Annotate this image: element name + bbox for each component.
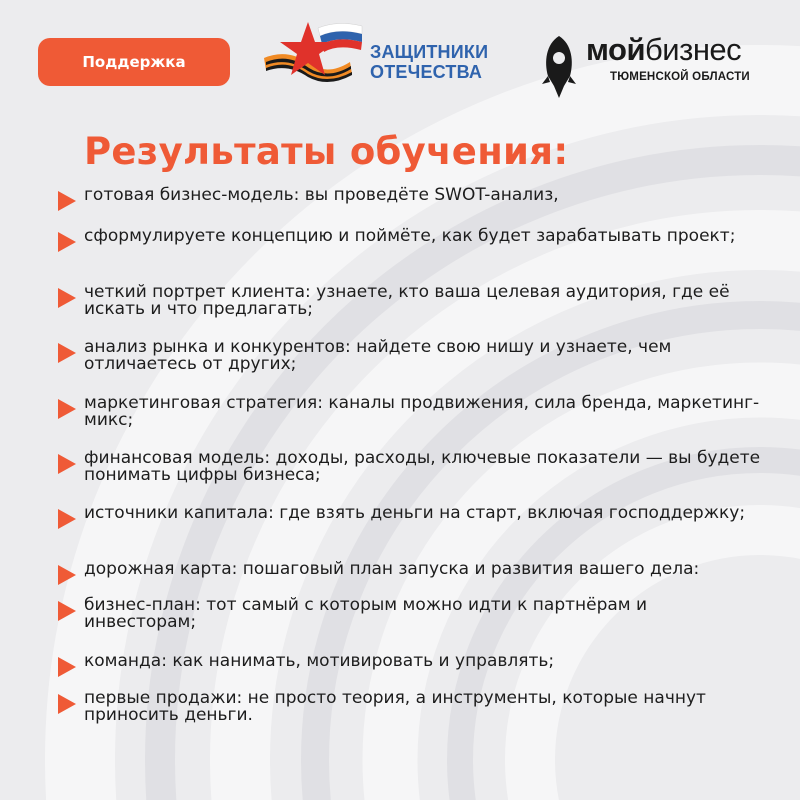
arrow-right-icon <box>58 454 76 474</box>
arrow-right-icon <box>58 343 76 363</box>
list-item-text: первые продажи: не просто теория, а инструменты, которые начнут приносить деньги. <box>84 688 706 725</box>
defenders-line-1: ЗАЩИТНИКИ <box>370 42 489 62</box>
arrow-right-icon <box>58 509 76 529</box>
list-item-text: команда: как нанимать, мотивировать и управлять; <box>84 651 555 671</box>
list-item-text: сформулируете концепцию и поймёте, как будет зарабатывать проект; <box>84 226 736 246</box>
mybusiness-subtitle: ТЮМЕНСКОЙ ОБЛАСТИ <box>610 71 750 83</box>
arrow-right-icon <box>58 657 76 677</box>
arrow-right-icon <box>58 399 76 419</box>
mybusiness-name-regular: бизнес <box>645 32 742 67</box>
list-item-text: финансовая модель: доходы, расходы, ключевые показатели — вы будете понимать цифры бизнеса; <box>84 448 761 485</box>
list-item-text: дорожная карта: пошаговый план запуска и развития вашего дела: <box>84 559 700 579</box>
arrow-right-icon <box>58 191 76 211</box>
arrow-right-icon <box>58 288 76 308</box>
arrow-right-icon <box>58 601 76 621</box>
arrow-right-icon <box>58 232 76 252</box>
list-item-text: четкий портрет клиента: узнаете, кто ваша целевая аудитория, где её искать и что предлагать; <box>84 282 730 319</box>
page-title: Результаты обучения: <box>84 130 569 173</box>
list-item-text: источники капитала: где взять деньги на старт, включая господдержку; <box>84 503 746 523</box>
support-badge: Поддержка <box>38 38 230 86</box>
arrow-right-icon <box>58 565 76 585</box>
list-item-text: готовая бизнес-модель: вы проведёте SWOT-анализ, <box>84 185 559 205</box>
list-item-text: анализ рынка и конкурентов: найдете свою нишу и узнаете, чем отличаетесь от других; <box>84 337 672 374</box>
arrow-right-icon <box>58 694 76 714</box>
list-item-text: бизнес-план: тот самый с которым можно идти к партнёрам и инвесторам; <box>84 595 648 632</box>
defenders-line-2: ОТЕЧЕСТВА <box>370 62 483 82</box>
list-item-text: маркетинговая стратегия: каналы продвижения, сила бренда, маркетинг-микс; <box>84 393 760 430</box>
mybusiness-name-bold: мой <box>586 32 646 67</box>
